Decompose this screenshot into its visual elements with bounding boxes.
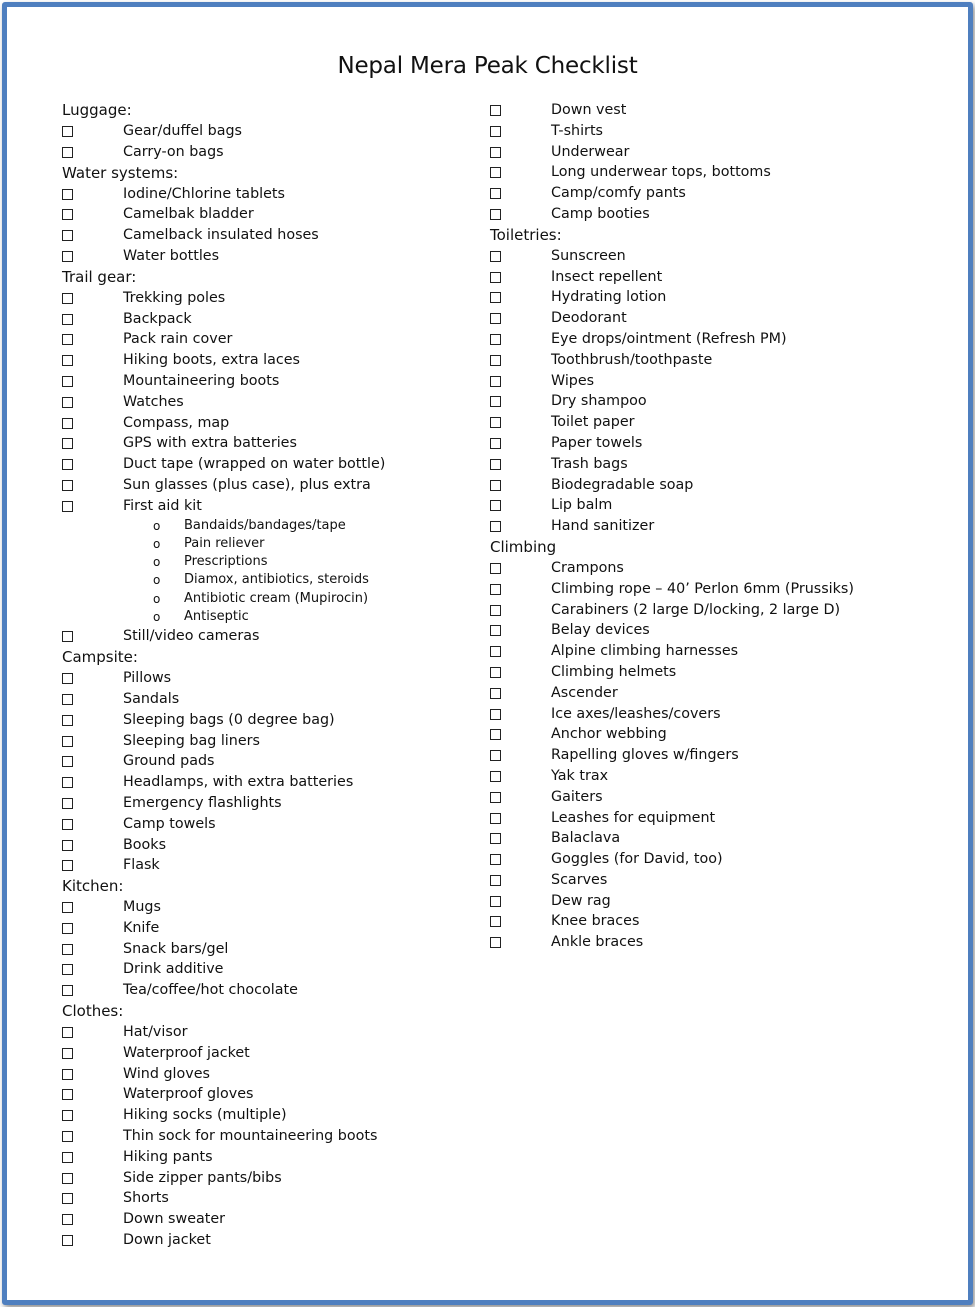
checklist-item[interactable] [490,620,650,641]
item-label: Wipes [551,372,595,389]
item-label: Camp towels [123,815,216,832]
checkbox-icon[interactable] [62,673,73,684]
item-label: Long underwear tops, bottoms [551,164,771,181]
page-title: Nepal Mera Peak Checklist [337,53,638,79]
checklist-item[interactable] [62,392,184,413]
checkbox-icon[interactable] [490,355,501,366]
checkbox-icon[interactable] [490,688,501,699]
item-label: Still/video cameras [123,628,260,645]
checkbox-icon[interactable] [490,875,501,886]
checklist-item[interactable] [490,870,608,891]
checklist-item[interactable] [490,911,640,932]
checklist-item[interactable] [490,246,626,267]
item-label: Hiking boots, extra laces [123,352,301,369]
item-label: Down sweater [123,1211,226,1228]
checkbox-icon[interactable] [490,417,501,428]
circle-bullet-icon: o [153,573,161,588]
checkbox-icon[interactable] [62,126,73,137]
sub-item [62,535,265,553]
checklist-item[interactable] [490,267,663,288]
checklist-item[interactable] [62,184,285,205]
item-label: Waterproof jacket [123,1044,250,1061]
item-label: Scarves [551,871,608,888]
checkbox-icon[interactable] [490,521,501,532]
checklist-item[interactable] [62,496,202,517]
sub-item-label: Diamox, antibiotics, steroids [184,572,369,588]
item-label: Eye drops/ointment (Refresh PM) [551,330,787,347]
item-label: Mountaineering boots [123,372,280,389]
item-label: Climbing helmets [551,663,677,680]
checklist-item[interactable] [62,225,319,246]
item-label: Drink additive [123,961,224,978]
item-label: Camp/comfy pants [551,185,686,202]
checklist-item[interactable] [62,731,260,752]
item-label: Paper towels [551,434,643,451]
checklist-item[interactable] [62,668,178,689]
checkbox-icon[interactable] [62,1110,73,1121]
item-label: Books [123,836,167,853]
sub-item [62,608,249,626]
checkbox-icon[interactable] [62,694,73,705]
checklist-item[interactable] [62,626,260,647]
item-label: Carabiners (2 large D/locking, 2 large D) [551,601,841,618]
checkbox-icon[interactable] [62,1193,73,1204]
item-label: Camelback insulated hoses [123,227,319,244]
checklist-item[interactable] [62,959,224,980]
checklist-item[interactable] [62,835,178,856]
item-label: Watches [123,393,184,410]
checkbox-icon[interactable] [62,840,73,851]
item-label: Pack rain cover [123,331,233,348]
checkbox-icon[interactable] [490,126,501,137]
checkbox-icon[interactable] [62,985,73,996]
checklist-item[interactable] [62,371,280,392]
checklist-item[interactable] [62,1147,213,1168]
checklist-item[interactable] [62,710,335,731]
item-label: Toothbrush/toothpaste [551,351,713,368]
checklist-item[interactable] [62,1168,282,1189]
checklist-item[interactable] [490,579,854,600]
checkbox-icon[interactable] [490,792,501,803]
checkbox-icon[interactable] [62,860,73,871]
sub-item [62,590,369,608]
checkbox-icon[interactable] [490,584,501,595]
item-label: Ground pads [123,753,215,770]
checklist-item[interactable] [62,1064,210,1085]
checklist-item[interactable] [62,814,216,835]
checklist-item[interactable] [490,183,686,204]
checkbox-icon[interactable] [62,1131,73,1142]
item-label: Down jacket [123,1232,211,1249]
checkbox-icon[interactable] [490,771,501,782]
checklist-item[interactable] [62,1230,211,1251]
circle-bullet-icon: o [153,591,161,606]
checkbox-icon[interactable] [62,501,73,512]
item-label: Waterproof gloves [123,1086,254,1103]
checkbox-icon[interactable] [62,756,73,767]
item-label: Ankle braces [551,934,644,951]
checkbox-icon[interactable] [490,272,501,283]
checkbox-icon[interactable] [490,396,501,407]
item-label: Knife [123,919,160,936]
checklist-item[interactable] [62,142,224,163]
checklist-item[interactable] [62,309,192,330]
checkbox-icon[interactable] [62,715,73,726]
item-label: GPS with extra batteries [123,435,297,452]
checklist-item[interactable] [62,350,301,371]
section-heading: Trail gear: [62,267,137,286]
checkbox-icon[interactable] [62,418,73,429]
checkbox-icon[interactable] [490,500,501,511]
item-label: Crampons [551,559,624,576]
checklist-item[interactable] [62,121,242,142]
checklist-item[interactable] [62,1043,250,1064]
checklist-item[interactable] [490,745,739,766]
item-label: Backpack [123,310,192,327]
item-label: Thin sock for mountaineering boots [123,1128,378,1145]
checklist-item[interactable] [490,308,627,329]
checklist-item[interactable] [490,828,621,849]
checklist-item[interactable] [490,558,624,579]
checkbox-icon[interactable] [490,937,501,948]
checklist-item[interactable] [490,454,628,475]
left-column [62,100,386,1251]
checklist-item[interactable] [490,891,611,912]
checklist-item[interactable] [490,600,841,621]
checklist-item[interactable] [490,371,595,392]
checkbox-icon[interactable] [62,1152,73,1163]
section-heading: Climbing [490,537,557,556]
checklist-item[interactable] [62,751,215,772]
checklist-item[interactable] [62,793,282,814]
checkbox-icon[interactable] [62,631,73,642]
checkbox-icon[interactable] [62,736,73,747]
circle-bullet-icon: o [153,610,161,625]
checkbox-icon[interactable] [62,819,73,830]
checklist-item[interactable] [490,350,713,371]
checkbox-icon[interactable] [490,105,501,116]
checklist-item[interactable] [62,413,230,434]
item-label: Down vest [551,102,627,118]
item-label: Water bottles [123,247,220,264]
checkbox-icon[interactable] [62,1235,73,1246]
item-label: Hiking socks (multiple) [123,1107,287,1124]
checklist-item[interactable] [62,1126,378,1147]
checkbox-icon[interactable] [62,189,73,200]
checklist-item[interactable] [490,121,603,142]
item-label: Headlamps, with extra batteries [123,774,354,791]
item-label: First aid kit [123,497,202,514]
checklist-item[interactable] [490,329,787,350]
checkbox-icon[interactable] [62,902,73,913]
checkbox-icon[interactable] [490,209,501,220]
item-label: Dew rag [551,892,611,909]
item-label: Pillows [123,670,172,687]
checkbox-icon[interactable] [490,646,501,657]
checkbox-icon[interactable] [62,1027,73,1038]
checklist-item[interactable] [490,641,739,662]
checklist-item[interactable] [62,475,371,496]
item-label: Sun glasses (plus case), plus extra [123,476,371,493]
item-label: Tea/coffee/hot chocolate [123,982,298,999]
checklist-item[interactable] [490,391,647,412]
item-label: Shorts [123,1190,169,1207]
checkbox-icon[interactable] [490,729,501,740]
checklist-item[interactable] [490,475,694,496]
checkbox-icon[interactable] [490,605,501,616]
checkbox-icon[interactable] [490,896,501,907]
checkbox-icon[interactable] [490,563,501,574]
checkbox-icon[interactable] [62,964,73,975]
checkbox-icon[interactable] [62,1089,73,1100]
item-label: Sunscreen [551,247,626,264]
item-label: Gear/duffel bags [123,123,242,139]
checkbox-icon[interactable] [490,813,501,824]
checkbox-icon[interactable] [490,854,501,865]
item-label: Ascender [551,684,618,701]
item-label: Alpine climbing harnesses [551,643,739,660]
checklist-item[interactable] [490,766,609,787]
checklist-item[interactable] [490,142,630,163]
item-label: Gaiters [551,788,603,805]
checklist-item[interactable] [62,204,254,225]
item-label: Compass, map [123,414,230,431]
checklist-item[interactable] [490,849,723,870]
checklist-item[interactable] [490,932,644,953]
item-label: Trash bags [551,455,628,472]
section-heading: Kitchen: [62,877,124,896]
checklist-item[interactable] [490,516,655,537]
item-label: Anchor webbing [551,726,667,743]
item-label: Insect repellent [551,268,663,285]
item-label: Iodine/Chlorine tablets [123,185,285,202]
item-label: Wind gloves [123,1065,210,1082]
item-label: Deodorant [551,310,627,327]
checkbox-icon[interactable] [62,1214,73,1225]
checklist-item[interactable] [490,662,677,683]
item-label: Sandals [123,690,180,707]
item-label: Sleeping bags (0 degree bag) [123,711,335,728]
item-label: Camelbak bladder [123,206,254,223]
item-label: Hiking pants [123,1148,213,1165]
checklist-item[interactable] [62,689,178,710]
checkbox-icon[interactable] [62,230,73,241]
section-heading: Luggage: [62,101,132,119]
sub-item-label: Antiseptic [184,609,249,625]
checklist-item[interactable] [62,1022,188,1043]
checklist-item[interactable] [62,939,229,960]
item-label: Knee braces [551,913,640,930]
sub-item [62,517,346,535]
checkbox-icon[interactable] [62,923,73,934]
checkbox-icon[interactable] [62,314,73,325]
section-heading: Toiletries: [490,225,562,244]
item-label: Flask [123,857,160,874]
checklist-item[interactable] [490,433,643,454]
checklist-item[interactable] [62,772,354,793]
checklist-item[interactable] [490,787,603,808]
checkbox-icon[interactable] [490,334,501,345]
checkbox-icon[interactable] [62,147,73,158]
checkbox-icon[interactable] [62,209,73,220]
checkbox-icon[interactable] [62,459,73,470]
checkbox-icon[interactable] [62,355,73,366]
right-column [490,100,854,953]
checklist-item[interactable] [490,100,627,121]
item-label: Carry-on bags [123,143,224,160]
checklist-item[interactable] [62,1084,254,1105]
checklist-item[interactable] [490,704,721,725]
checklist-item[interactable] [62,454,386,475]
item-label: T-shirts [551,122,603,139]
circle-bullet-icon: o [153,555,161,570]
item-label: Toilet paper [551,414,635,431]
checklist-item[interactable] [62,897,178,918]
checkbox-icon[interactable] [490,251,501,262]
checkbox-icon[interactable] [62,293,73,304]
item-label: Lip balm [551,497,613,514]
item-label: Side zipper pants/bibs [123,1169,282,1186]
circle-bullet-icon: o [153,518,161,533]
checkbox-icon[interactable] [490,292,501,303]
checkbox-icon[interactable] [490,438,501,449]
checklist-item[interactable] [62,246,220,267]
checkbox-icon[interactable] [62,480,73,491]
sub-item-label: Prescriptions [184,554,268,570]
checkbox-icon[interactable] [490,313,501,324]
item-label: Belay devices [551,622,650,639]
item-label: Yak trax [551,767,609,784]
checkbox-icon[interactable] [62,376,73,387]
checklist-item[interactable] [62,1209,226,1230]
sub-item-label: Antibiotic cream (Mupirocin) [184,590,369,606]
checklist-item[interactable] [62,980,298,1001]
section-heading: Water systems: [62,163,179,182]
item-label: Leashes for equipment [551,809,716,826]
circle-bullet-icon: o [153,536,161,551]
checkbox-icon[interactable] [62,251,73,262]
checkbox-icon[interactable] [62,1173,73,1184]
checkbox-icon[interactable] [490,916,501,927]
item-label: Balaclava [551,830,621,847]
item-label: Ice axes/leashes/covers [551,705,721,722]
checkbox-icon[interactable] [62,777,73,788]
item-label: Hat/visor [123,1024,188,1041]
item-label: Goggles (for David, too) [551,851,723,868]
checkbox-icon[interactable] [490,709,501,720]
checklist-item[interactable] [490,724,667,745]
checkbox-icon[interactable] [490,625,501,636]
checklist-item[interactable] [490,204,650,225]
item-label: Duct tape (wrapped on water bottle) [123,456,386,473]
checkbox-icon[interactable] [62,334,73,345]
item-label: Hand sanitizer [551,518,655,535]
checkbox-icon[interactable] [62,798,73,809]
checklist-item[interactable] [490,412,635,433]
checkbox-icon[interactable] [490,376,501,387]
item-label: Rapelling gloves w/fingers [551,747,739,764]
checklist-item[interactable] [62,329,233,350]
item-label: Camp booties [551,205,650,222]
checkbox-icon[interactable] [490,167,501,178]
checklist-item[interactable] [62,855,178,876]
item-label: Climbing rope – 40’ Perlon 6mm (Prussiks) [551,580,854,597]
item-label: Trekking poles [123,289,226,306]
checkbox-icon[interactable] [62,944,73,955]
section-heading: Campsite: [62,648,138,667]
item-label: Biodegradable soap [551,476,694,493]
checklist-item[interactable] [62,918,178,939]
checkbox-icon[interactable] [62,397,73,408]
checklist-item[interactable] [62,1105,287,1126]
checklist-item[interactable] [490,808,716,829]
item-label: Mugs [123,899,161,916]
item-label: Snack bars/gel [123,940,229,957]
checklist-item[interactable] [490,683,618,704]
checkbox-icon[interactable] [490,459,501,470]
sub-item-label: Pain reliever [184,535,265,551]
checkbox-icon[interactable] [62,1069,73,1080]
checkbox-icon[interactable] [490,833,501,844]
checkbox-icon[interactable] [62,1048,73,1059]
item-label: Dry shampoo [551,393,647,410]
checklist-item[interactable] [490,495,613,516]
sub-item [62,553,268,571]
checklist-item[interactable] [62,1188,178,1209]
section-heading: Clothes: [62,1002,124,1021]
checkbox-icon[interactable] [490,480,501,491]
sub-item [62,571,369,589]
checklist-item[interactable] [490,287,667,308]
checkbox-icon[interactable] [62,438,73,449]
item-label: Emergency flashlights [123,794,282,811]
checklist-item[interactable] [62,433,297,454]
checklist-item[interactable] [62,288,226,309]
checkbox-icon[interactable] [490,750,501,761]
checkbox-icon[interactable] [490,667,501,678]
checkbox-icon[interactable] [490,147,501,158]
checkbox-icon[interactable] [490,188,501,199]
checklist-item[interactable] [490,162,771,183]
item-label: Underwear [551,143,630,160]
item-label: Sleeping bag liners [123,732,260,749]
sub-item-label: Bandaids/bandages/tape [184,517,346,533]
item-label: Hydrating lotion [551,289,667,306]
